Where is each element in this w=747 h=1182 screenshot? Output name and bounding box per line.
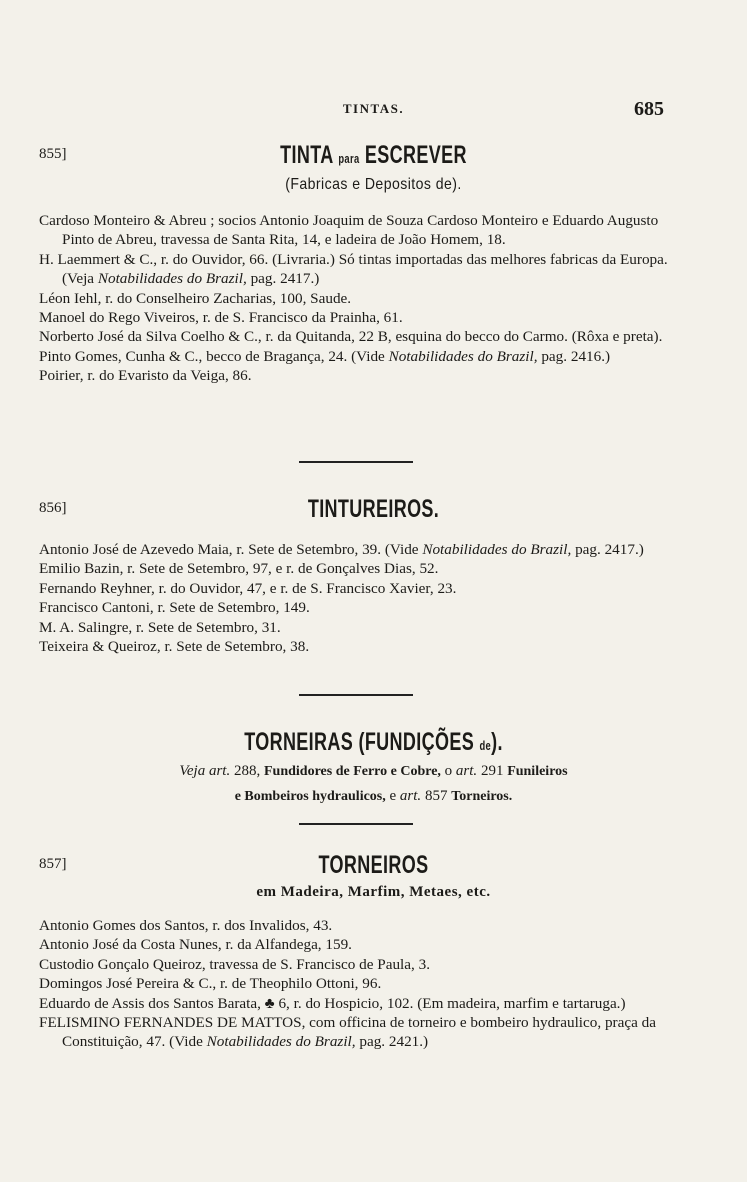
list-item: Emilio Bazin, r. Sete de Setembro, 97, e r. de Gonçalves Dias, 52. <box>39 560 439 578</box>
section-subtitle-torneiros: em Madeira, Marfim, Metaes, etc. <box>256 884 491 900</box>
section-number-856: 856] <box>39 500 67 516</box>
section-subtitle-tinta: (Fabricas e Depositos de). <box>285 176 462 193</box>
list-item: Eduardo de Assis dos Santos Barata, ♣ 6, r. do Hospicio, 102. (Em madeira, marfim e tartaruga.) <box>39 994 626 1012</box>
page-number: 685 <box>634 98 664 120</box>
list-item: Antonio José de Azevedo Maia, r. Sete de Setembro, 39. (Vide Notabilidades do Brazil, pag. 2417.) <box>39 541 644 558</box>
list-item: Pinto Gomes, Cunha & C., becco de Bragança, 24. (Vide Notabilidades do Brazil, pag. 2416.) <box>39 347 611 365</box>
list-item: Teixeira & Queiroz, r. Sete de Setembro, 38. <box>39 638 310 656</box>
section-title-torneiras <box>105 728 643 757</box>
list-item: M. A. Salingre, r. Sete de Setembro, 31. <box>39 618 281 636</box>
title-small: para <box>338 151 360 166</box>
list-item: Poirier, r. do Evaristo da Veiga, 86. <box>39 367 252 385</box>
list-item: Domingos José Pereira & C., r. de Theophilo Ottoni, 96. <box>39 975 382 993</box>
list-item: Antonio José da Costa Nunes, r. da Alfandega, 159. <box>39 936 352 954</box>
divider-rule <box>299 823 413 825</box>
list-item: Norberto José da Silva Coelho & C., r. da Quitanda, 22 B, esquina do becco do Carmo. (Rôxa e preta). <box>39 328 663 346</box>
list-item: H. Laemmert & C., r. do Ouvidor, 66. (Livraria.) Só tintas importadas das melhores fabricas da Europa. (Veja Notabilidades do Brazil, pag. 2417.) <box>39 250 668 288</box>
section-title-tintureiros: TINTUREIROS. <box>307 495 440 523</box>
list-item: Francisco Cantoni, r. Sete de Setembro, 149. <box>39 599 310 617</box>
title-part: ). <box>491 728 503 756</box>
title-small: de <box>479 738 492 753</box>
divider-rule <box>299 461 413 463</box>
list-item: Léon Iehl, r. do Conselheiro Zacharias, 100, Saude. <box>39 289 352 307</box>
section-title-torneiros: TORNEIROS <box>318 851 429 879</box>
list-item: Cardoso Monteiro & Abreu ; socios Antonio Joaquim de Souza Cardoso Monteiro e Eduardo Augusto Pinto de Abreu, travessa de Santa Rita, 14, e ladeira de João Homem, 18. <box>39 212 659 249</box>
cross-reference-line-1: Veja art. 288, Fundidores de Ferro e Cobre, o art. 291 Funileiros <box>179 763 568 779</box>
entries-tinta <box>39 211 675 386</box>
list-item: Custodio Gonçalo Queiroz, travessa de S. Francisco de Paula, 3. <box>39 955 430 973</box>
cross-reference-line-2: e Bombeiros hydraulicos, e art. 857 Torneiros. <box>234 788 513 804</box>
list-item: Fernando Reyhner, r. do Ouvidor, 47, e r. de S. Francisco Xavier, 23. <box>39 579 457 597</box>
title-part: TORNEIRAS (FUNDIÇÕES <box>244 728 475 756</box>
list-item: Manoel do Rego Viveiros, r. de S. Francisco da Prainha, 61. <box>39 309 403 327</box>
title-part: ESCREVER <box>364 141 467 169</box>
entries-tintureiros <box>39 540 675 656</box>
divider-rule <box>299 694 413 696</box>
section-title-tinta <box>105 141 643 170</box>
section-number-855: 855] <box>39 146 67 162</box>
entries-torneiros <box>39 916 675 1052</box>
list-item: Antonio Gomes dos Santos, r. dos Invalidos, 43. <box>39 917 333 934</box>
title-part: TINTA <box>280 141 333 169</box>
list-item: FELISMINO FERNANDES DE MATTOS, com officina de torneiro e bombeiro hydraulico, praça da Constituição, 47. (Vide Notabilidades do Brazil, pag. 2421.) <box>39 1014 656 1051</box>
running-head: TINTAS. <box>342 101 405 116</box>
section-number-857: 857] <box>39 856 67 872</box>
